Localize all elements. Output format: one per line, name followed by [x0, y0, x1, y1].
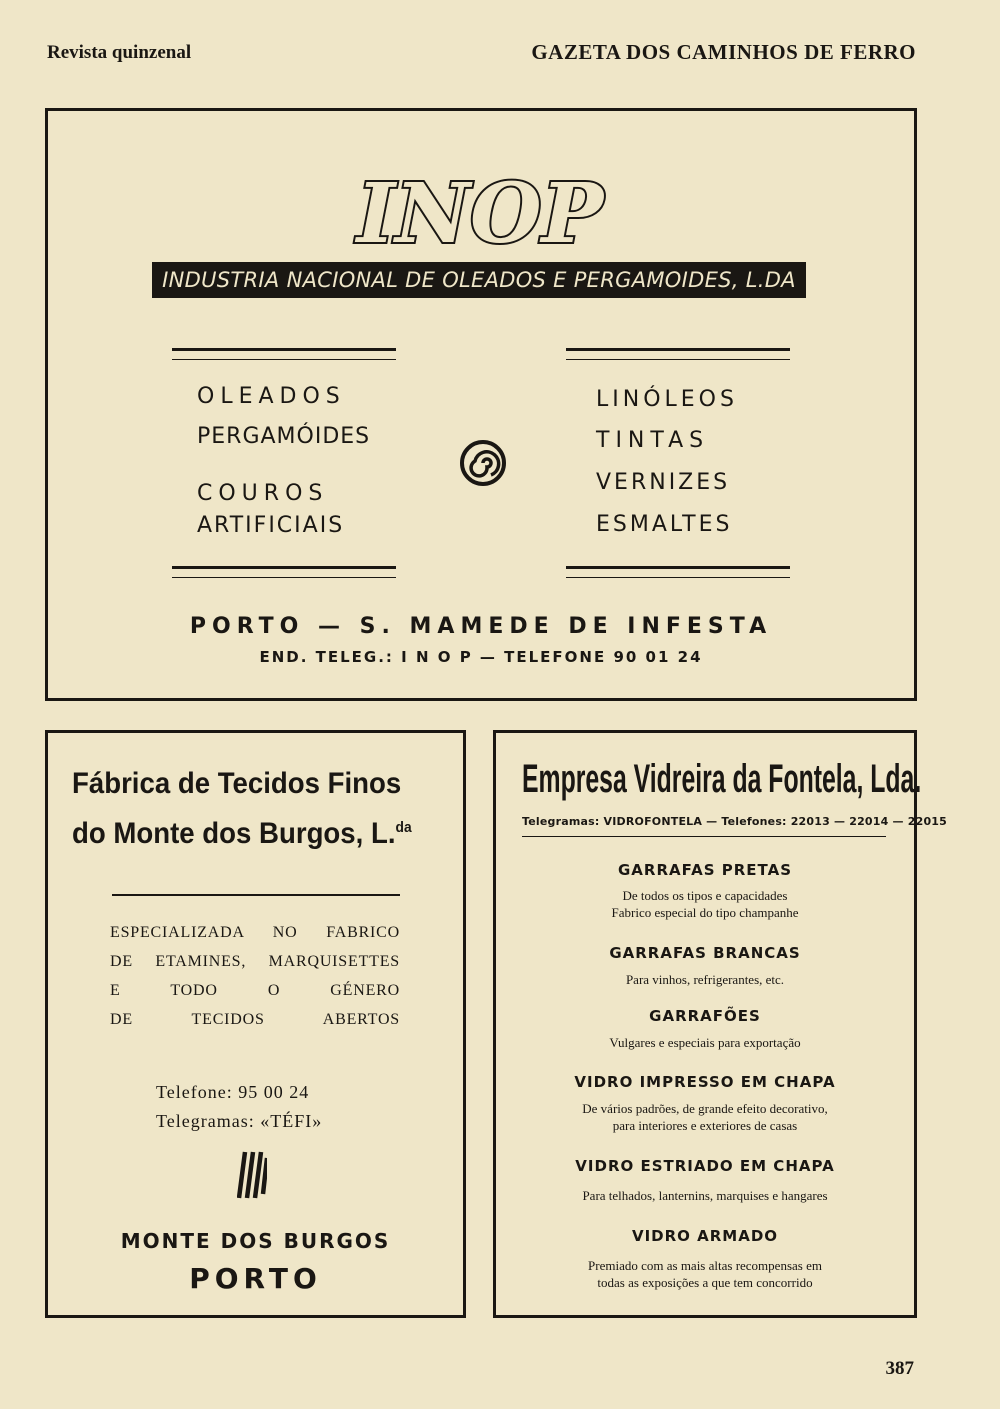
header-left: Revista quinzenal: [47, 42, 192, 63]
product-oleados: OLEADOS: [197, 384, 346, 409]
monte-burgos-phone: Telefone: 95 00 24: [156, 1082, 310, 1102]
item-text-line: para interiores e exteriores de casas: [612, 1118, 798, 1133]
vidreira-item-text: [493, 887, 917, 921]
rule-right-top: [566, 348, 790, 360]
item-text-line: Para vinhos, refrigerantes, etc.: [625, 972, 785, 987]
item-text-line: Fabrico especial do tipo champanhe: [611, 905, 799, 920]
product-pergamoides: PERGAMÓIDES: [197, 424, 371, 449]
product-vernizes: VERNIZES: [596, 470, 731, 495]
vidreira-item-heading: GARRAFAS PRETAS: [617, 861, 793, 879]
vidreira-item-text: [493, 1257, 917, 1291]
vidreira-item-heading: GARRAFAS BRANCAS: [609, 944, 801, 962]
spiral-ornament-icon: [460, 440, 506, 486]
header-title: GAZETA DOS CAMINHOS DE FERRO: [531, 40, 916, 64]
vidreira-item-text: [493, 971, 917, 988]
vidreira-item-heading: VIDRO ESTRIADO EM CHAPA: [575, 1157, 835, 1175]
item-text-line: Para telhados, lanternins, marquises e hangares: [582, 1188, 828, 1203]
inop-logo: [330, 160, 630, 270]
monte-burgos-city: PORTO: [189, 1262, 322, 1295]
vidreira-item-heading: VIDRO ARMADO: [631, 1227, 779, 1245]
vidreira-item-heading: GARRAFÕES: [649, 1007, 761, 1025]
item-text-line: De vários padrões, de grande efeito decorativo,: [582, 1101, 828, 1116]
inop-contact: END. TELEG.: I N O P — TELEFONE 90 01 24: [259, 648, 703, 666]
vidreira-telegrams: Telegramas: VIDROFONTELA — Telefones: 22013 — 22014 — 22015: [522, 815, 948, 828]
item-text-line: todas as exposições a que tem concorrido: [597, 1275, 813, 1290]
product-couros: COUROS: [197, 481, 329, 506]
item-text-line: Vulgares e especiais para exportação: [609, 1035, 801, 1050]
product-linoleos: LINÓLEOS: [596, 387, 738, 412]
vidreira-item-text: [493, 1100, 917, 1134]
product-esmaltes: ESMALTES: [596, 512, 733, 537]
vidreira-item-text: [493, 1034, 917, 1051]
rule-left-top: [172, 348, 396, 360]
monte-burgos-telegram: Telegramas: «TÉFI»: [156, 1111, 323, 1131]
item-text-line: Premiado com as mais altas recompensas em: [588, 1258, 822, 1273]
rule-left-bottom: [172, 566, 396, 578]
monte-burgos-mark-icon: [237, 1150, 267, 1200]
spec-line: E TODO O GÉNERO: [110, 982, 400, 999]
vidreira-item-text: [493, 1187, 917, 1204]
vidreira-title: Empresa Vidreira da Fontela, Lda.: [522, 757, 922, 801]
rule-right-bottom: [566, 566, 790, 578]
vidreira-divider: [522, 836, 886, 837]
spec-line: ESPECIALIZADA NO FABRICO: [110, 924, 400, 941]
spec-line: DE ETAMINES, MARQUISETTES: [110, 953, 400, 970]
monte-burgos-contact: [156, 1078, 322, 1136]
monte-burgos-specialty: [110, 918, 400, 1034]
product-tintas: TINTAS: [596, 428, 710, 453]
product-artificiais: ARTIFICIAIS: [197, 513, 345, 538]
item-text-line: De todos os tipos e capacidades: [622, 888, 788, 903]
monte-burgos-name: MONTE DOS BURGOS: [120, 1229, 391, 1253]
monte-burgos-title-line2: do Monte dos Burgos, L.: [72, 817, 396, 850]
inop-location: PORTO — S. MAMEDE DE INFESTA: [189, 614, 773, 639]
monte-burgos-title: [72, 762, 412, 856]
inop-logo-text: INOP: [356, 166, 604, 262]
inop-company-banner: INDUSTRIA NACIONAL DE OLEADOS E PERGAMOIDES, L.DA: [152, 262, 806, 298]
spec-line: DE TECIDOS ABERTOS: [110, 1011, 400, 1028]
vidreira-item-heading: VIDRO IMPRESSO EM CHAPA: [574, 1073, 836, 1091]
monte-burgos-title-sup: da: [395, 819, 412, 836]
monte-burgos-title-line1: Fábrica de Tecidos Finos: [72, 767, 402, 800]
monte-burgos-divider: [112, 894, 400, 896]
page-number: 387: [885, 1358, 914, 1379]
